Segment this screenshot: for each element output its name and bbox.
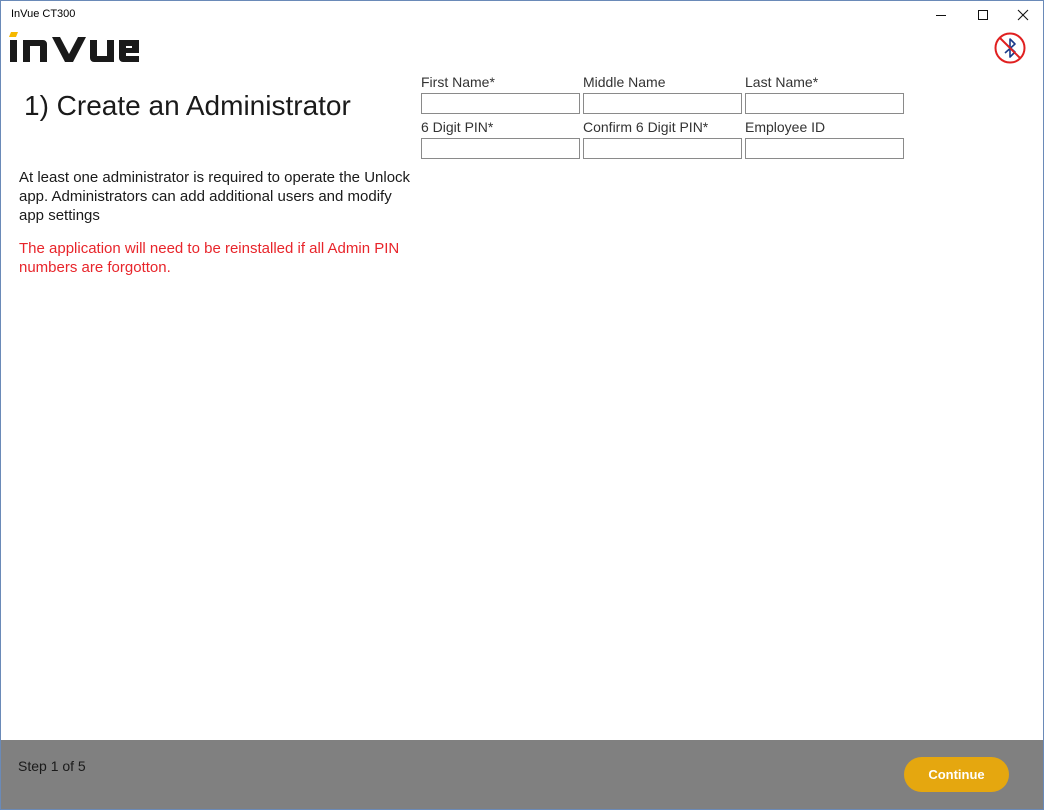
confirm-pin-field[interactable] [583, 138, 742, 159]
invue-logo [9, 29, 161, 69]
pin-label: 6 Digit PIN* [421, 119, 494, 135]
title-bar[interactable] [1, 1, 1043, 29]
confirm-pin-label: Confirm 6 Digit PIN* [583, 119, 709, 135]
close-icon [1017, 9, 1029, 21]
reinstall-warning: The application will need to be reinstalled if all Admin PIN numbers are forgotton. [19, 240, 400, 276]
step-indicator: Step 1 of 5 [18, 758, 86, 774]
minimize-button[interactable] [919, 1, 963, 29]
last-name-label: Last Name* [745, 74, 819, 90]
admin-description: At least one administrator is required to operate the Unlock app. Administrators can add additional users and modify app settings [19, 169, 411, 224]
middle-name-label: Middle Name [583, 74, 666, 90]
maximize-icon [977, 9, 989, 21]
window-title: InVue CT300 [11, 8, 76, 20]
employee-id-label: Employee ID [745, 119, 826, 135]
last-name-field[interactable] [745, 93, 904, 114]
footer-bar [1, 740, 1043, 809]
minimize-icon [935, 9, 947, 21]
continue-button[interactable]: Continue [904, 757, 1009, 792]
maximize-button[interactable] [961, 1, 1005, 29]
middle-name-field[interactable] [583, 93, 742, 114]
page-title: 1) Create an Administrator [24, 90, 351, 121]
first-name-label: First Name* [421, 74, 495, 90]
employee-id-field[interactable] [745, 138, 904, 159]
pin-field[interactable] [421, 138, 580, 159]
close-button[interactable] [1001, 1, 1044, 29]
first-name-field[interactable] [421, 93, 580, 114]
bluetooth-disabled-icon[interactable] [994, 32, 1026, 64]
